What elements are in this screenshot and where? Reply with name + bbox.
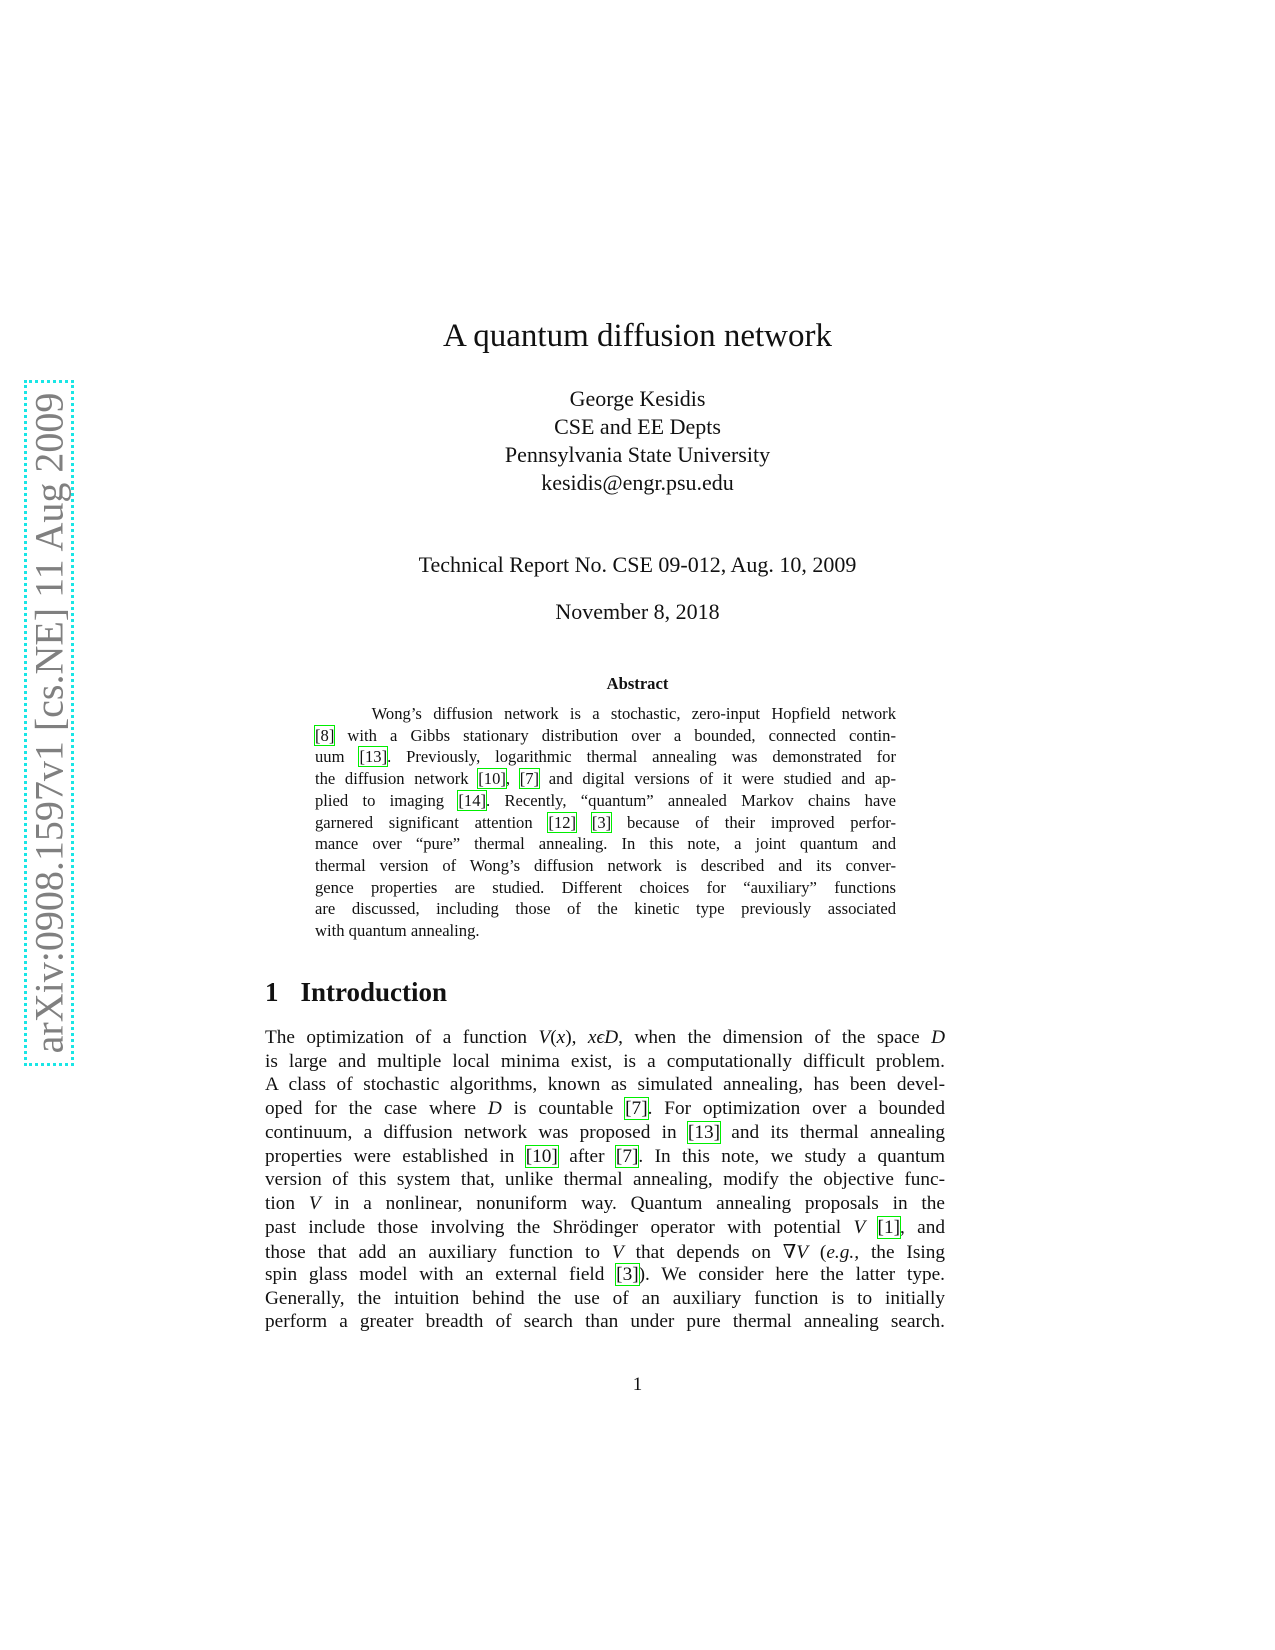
text-line [265,1122,945,1146]
citation-link[interactable]: [3] [616,1264,639,1285]
math-symbol: xϵD [587,1027,619,1048]
text-line [265,1193,945,1217]
text-segment: because of their improved perfor- [611,812,897,832]
citation-link[interactable]: [7] [625,1098,648,1120]
text-line [315,834,896,856]
text-segment: continuum, a diffusion network was proposed in [265,1121,688,1143]
text-segment: version of this system that, unlike thermal annealing, modify the objective func- [265,1169,945,1191]
citation-number[interactable]: 8 [320,725,329,745]
text-line [315,856,896,878]
citation-number[interactable]: 3 [622,1264,633,1285]
text-line [265,1217,945,1241]
text-line [315,921,896,943]
citation-link[interactable]: [10] [525,1145,558,1167]
text-segment: , when the dimension of the space [618,1027,932,1048]
author-dept: CSE and EE Depts [554,414,721,439]
text-line [315,878,896,900]
text-segment: . In this note, we study a quantum [638,1145,945,1167]
text-segment: uum [315,747,360,767]
text-line [265,1264,945,1288]
text-line [265,1240,945,1264]
text-segment [576,813,592,832]
citation-number[interactable]: 10 [483,769,501,789]
citation-number[interactable]: 3 [597,812,606,832]
math-symbol: x [556,1027,566,1048]
text-segment: in a nonlinear, nonuniform way. Quantum annealing proposals in the [320,1192,945,1214]
math-symbol: V [796,1242,808,1264]
citation-number[interactable]: 13 [694,1121,714,1143]
text-line [315,747,896,769]
arxiv-id: arXiv:0908.1597v1 [cs.NE] 11 Aug 2009 [26,392,72,1054]
math-symbol: V [853,1216,866,1238]
text-segment: . Recently, “quantum” annealed Markov chains have [486,790,896,810]
citation-link[interactable]: [3] [591,812,612,832]
author-name: George Kesidis [569,386,706,411]
text-segment: , and [900,1216,945,1238]
text-segment [865,1217,877,1238]
author-email: kesidis@engr.psu.edu [541,470,734,495]
citation-number[interactable]: 12 [553,812,571,832]
text-segment: is large and multiple local minima exist, is a computationally difficult problem. [265,1050,945,1072]
text-segment: gence properties are studied. Different choices for “auxiliary” functions [315,877,896,897]
text-segment: tion [265,1192,309,1214]
text-segment: perform a greater breadth of search than under pure thermal annealing search. [265,1311,945,1333]
section-title: Introduction [300,977,448,1007]
math-symbol: V [611,1242,624,1264]
text-segment: ). We consider here the latter type. [638,1264,946,1285]
math-symbol: D [931,1027,946,1048]
text-segment: the Ising [859,1242,945,1264]
math-symbol: D [487,1098,502,1120]
citation-number[interactable]: 7 [525,769,534,789]
citation-link[interactable]: [7] [615,1145,639,1167]
report-number: Technical Report No. CSE 09-012, Aug. 10, 2009 [418,552,857,577]
text-segment: past include those involving the Shrödinger operator with potential [265,1216,854,1238]
citation-link[interactable]: [8] [315,725,335,745]
citation-number[interactable]: 7 [631,1098,642,1120]
paper-title: A quantum diffusion network [443,318,832,354]
text-line [315,791,896,813]
text-line [265,1051,945,1075]
text-segment: thermal version of Wong’s diffusion network is described and its conver- [315,855,896,875]
math-symbol: V [538,1027,551,1048]
text-line [315,726,896,748]
text-segment: garnered significant attention [315,812,549,832]
paper-date: November 8, 2018 [555,599,720,624]
citation-number[interactable]: 7 [622,1145,632,1167]
text-segment: with a Gibbs stationary distribution over a bounded, connected contin- [334,725,896,745]
citation-link[interactable]: [13] [687,1121,721,1143]
text-line [265,1098,945,1122]
text-segment: ( [550,1027,557,1048]
citation-number[interactable]: 14 [463,790,481,810]
text-segment: and digital versions of it were studied and ap- [539,769,896,789]
section-number: 1 [265,977,279,1007]
text-segment: with quantum annealing. [315,921,480,940]
text-segment: and its thermal annealing [720,1121,945,1143]
text-segment: mance over “pure” thermal annealing. In this note, a joint quantum and [315,834,896,854]
math-symbol: e.g., [826,1242,860,1264]
text-segment: those that add an auxiliary function to [265,1242,612,1264]
citation-link[interactable]: [14] [458,790,487,810]
text-segment: is countable [501,1098,626,1120]
text-segment: properties were established in [265,1145,526,1167]
math-symbol: V [308,1192,321,1214]
citation-link[interactable]: [7] [519,769,540,789]
text-line [265,1311,945,1335]
citation-number[interactable]: 10 [532,1145,552,1167]
citation-number[interactable]: 1 [883,1216,894,1238]
citation-link[interactable]: [1] [877,1216,901,1238]
text-segment: ), [565,1027,588,1048]
text-line [265,1146,945,1170]
text-segment: . Previously, logarithmic thermal annealing was demonstrated for [387,747,896,767]
text-segment: Generally, the intuition behind the use of an auxiliary function is to initially [265,1287,945,1309]
text-segment: ( [808,1242,827,1264]
section-heading [265,977,447,1008]
text-segment: The optimization of a function [265,1027,539,1048]
text-line [315,704,896,726]
text-line [315,769,896,791]
text-segment: . For optimization over a bounded [647,1098,945,1120]
text-segment: that depends on ∇ [623,1242,797,1264]
text-segment: are discussed, including those of the kinetic type previously associated [315,899,896,919]
author-university: Pennsylvania State University [504,442,771,467]
text-line [265,1288,945,1312]
text-line [265,1169,945,1193]
page-number: 1 [632,1374,643,1395]
text-segment: Wong’s diffusion network is a stochastic, zero-input Hopfield network [315,704,896,723]
text-segment: A class of stochastic algorithms, known as simulated annealing, has been devel- [265,1074,945,1096]
text-segment: , [505,769,520,789]
text-segment: spin glass model with an external field [265,1264,617,1285]
citation-number[interactable]: 13 [364,747,382,767]
abstract-heading: Abstract [606,674,669,693]
text-line [315,813,896,835]
citation-link[interactable]: [10] [478,769,506,789]
text-line [265,1074,945,1098]
text-segment: the diffusion network [315,769,479,789]
text-segment: oped for the case where [265,1098,488,1120]
text-line [315,899,896,921]
text-segment: after [557,1145,616,1167]
citation-link[interactable]: [13] [359,747,388,767]
citation-link[interactable]: [12] [548,812,577,832]
text-line [265,1027,945,1051]
text-segment: plied to imaging [315,790,459,810]
